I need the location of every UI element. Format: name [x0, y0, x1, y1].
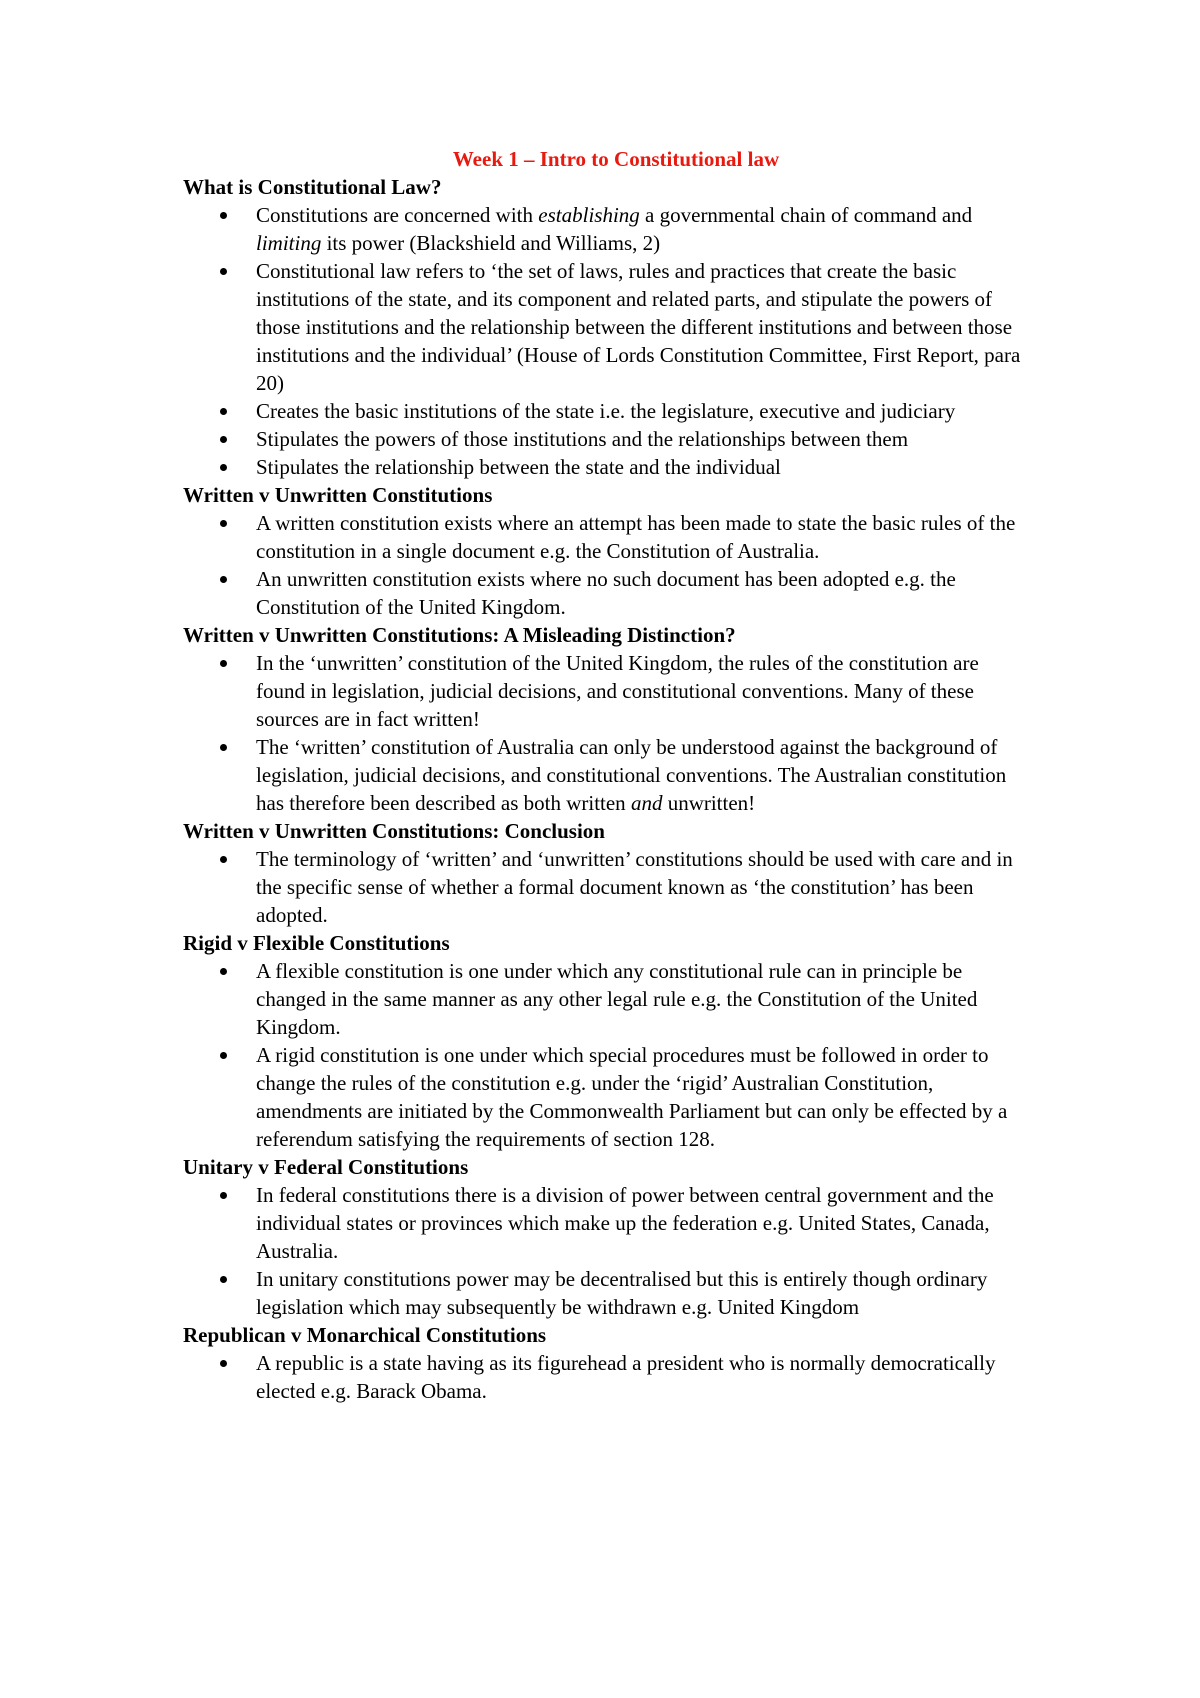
bullet-item	[183, 257, 1026, 397]
bullet-item	[183, 1265, 1026, 1321]
bullet-item	[183, 845, 1026, 929]
emphasized-text: and	[630, 791, 663, 815]
bullet-text: A written constitution exists where an attempt has been made to state the basic rules of the constitution in a single document e.g. the Constitution of Australia.	[256, 511, 1016, 563]
bullet-icon	[220, 856, 227, 863]
bullet-list	[183, 1349, 1033, 1405]
emphasized-text: limiting	[256, 231, 322, 255]
bullet-text: Stipulates the relationship between the state and the individual	[256, 455, 781, 479]
bullet-text: The ‘written’ constitution of Australia can only be understood against the background of legislation, judicial decisions, and constitutional conventions. The Australian constitution has therefore been described as both written	[256, 735, 1007, 815]
bullet-item	[183, 453, 1026, 481]
bullet-icon	[220, 660, 227, 667]
bullet-text: An unwritten constitution exists where no such document has been adopted e.g. the Constitution of the United Kingdom.	[256, 567, 956, 619]
bullet-icon	[220, 464, 227, 471]
bullet-icon	[220, 436, 227, 443]
bullet-text: In unitary constitutions power may be decentralised but this is entirely though ordinary legislation which may subsequently be withdrawn e.g. United Kingdom	[256, 1267, 988, 1319]
section-heading: Written v Unwritten Constitutions	[183, 483, 493, 507]
bullet-item	[183, 649, 1026, 733]
bullet-item	[183, 201, 1026, 257]
bullet-icon	[220, 1052, 227, 1059]
bullet-item	[183, 397, 1026, 425]
bullet-icon	[220, 1192, 227, 1199]
bullet-item	[183, 509, 1026, 565]
section-heading: What is Constitutional Law?	[183, 175, 442, 199]
bullet-icon	[220, 1360, 227, 1367]
bullet-text: unwritten!	[662, 791, 756, 815]
bullet-icon	[220, 744, 227, 751]
sections-container	[183, 173, 1033, 1405]
bullet-list	[183, 509, 1033, 621]
bullet-text: The terminology of ‘written’ and ‘unwritten’ constitutions should be used with care and in the specific sense of whether a formal document known as ‘the constitution’ has been adopted.	[256, 847, 1013, 927]
bullet-icon	[220, 408, 227, 415]
bullet-text: Stipulates the powers of those institutions and the relationships between them	[256, 427, 909, 451]
bullet-text: Constitutions are concerned with	[256, 203, 539, 227]
bullet-icon	[220, 576, 227, 583]
bullet-item	[183, 733, 1026, 817]
section-heading: Republican v Monarchical Constitutions	[183, 1323, 547, 1347]
bullet-text: A flexible constitution is one under which any constitutional rule can in principle be changed in the same manner as any other legal rule e.g. the Constitution of the United Kingdom.	[256, 959, 978, 1039]
bullet-item	[183, 425, 1026, 453]
bullet-item	[183, 1349, 1026, 1405]
emphasized-text: establishing	[538, 203, 640, 227]
section-heading: Unitary v Federal Constitutions	[183, 1155, 469, 1179]
bullet-list	[183, 1181, 1033, 1321]
bullet-list	[183, 201, 1033, 481]
bullet-text: In federal constitutions there is a division of power between central government and the individual states or provinces which make up the federation e.g. United States, Canada, Australia.	[256, 1183, 994, 1263]
bullet-list	[183, 957, 1033, 1153]
bullet-text: its power (Blackshield and Williams, 2)	[321, 231, 661, 255]
bullet-item	[183, 565, 1026, 621]
bullet-icon	[220, 968, 227, 975]
bullet-icon	[220, 212, 227, 219]
bullet-text: A republic is a state having as its figurehead a president who is normally democratically elected e.g. Barack Obama.	[256, 1351, 996, 1403]
bullet-text: Constitutional law refers to ‘the set of laws, rules and practices that create the basic institutions of the state, and its component and related parts, and stipulate the powers of those institutions and the relationship between the different institutions and between those institutions and the individual’ (House of Lords Constitution Committee, First Report, para 20)	[256, 259, 1021, 395]
bullet-icon	[220, 1276, 227, 1283]
bullet-icon	[220, 520, 227, 527]
bullet-list	[183, 845, 1033, 929]
bullet-icon	[220, 268, 227, 275]
bullet-text: A rigid constitution is one under which special procedures must be followed in order to change the rules of the constitution e.g. under the ‘rigid’ Australian Constitution, amendments are initiated by the Commonwealth Parliament but can only be effected by a referendum satisfying the requirements of section 128.	[256, 1043, 1008, 1151]
bullet-item	[183, 1181, 1026, 1265]
document-content	[183, 145, 1033, 1405]
bullet-list	[183, 649, 1033, 817]
section-heading: Written v Unwritten Constitutions: A Misleading Distinction?	[183, 623, 736, 647]
bullet-text: a governmental chain of command and	[639, 203, 973, 227]
section-heading: Rigid v Flexible Constitutions	[183, 931, 450, 955]
bullet-item	[183, 1041, 1026, 1153]
section-heading: Written v Unwritten Constitutions: Conclusion	[183, 819, 605, 843]
bullet-item	[183, 957, 1026, 1041]
document-title: Week 1 – Intro to Constitutional law	[452, 147, 780, 171]
bullet-text: In the ‘unwritten’ constitution of the United Kingdom, the rules of the constitution are found in legislation, judicial decisions, and constitutional conventions. Many of these sources are in fact written!	[256, 651, 979, 731]
bullet-text: Creates the basic institutions of the state i.e. the legislature, executive and judiciary	[256, 399, 956, 423]
